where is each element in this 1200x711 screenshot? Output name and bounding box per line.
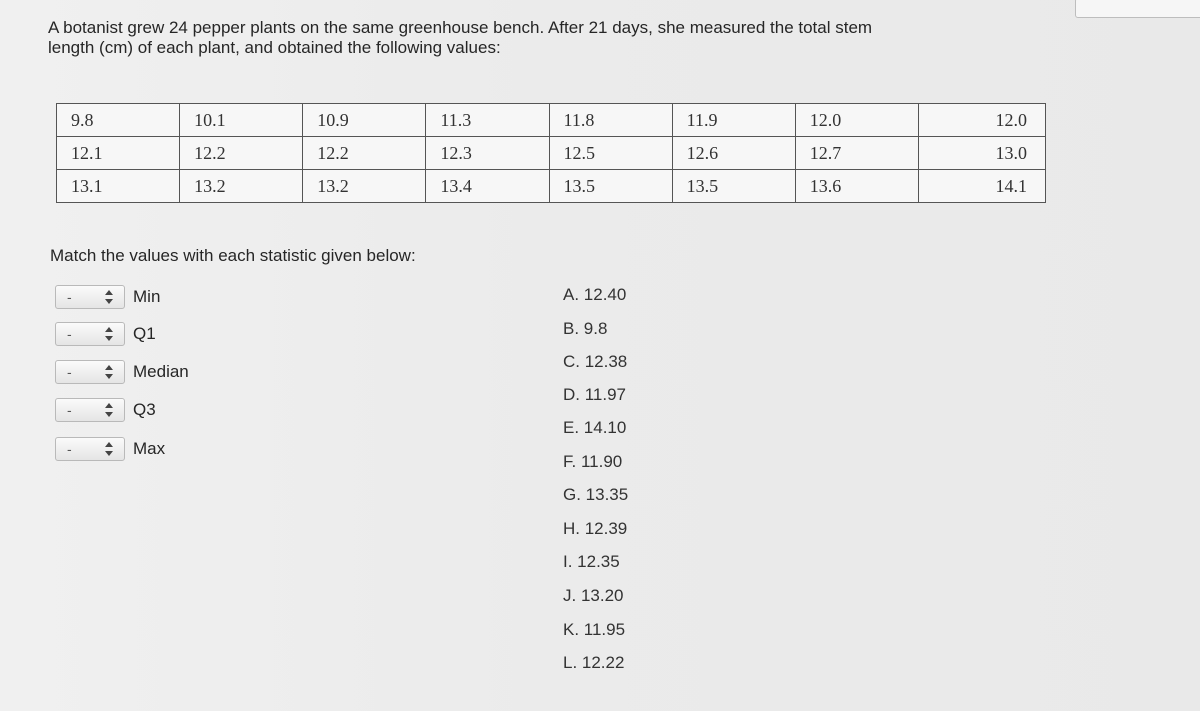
table-cell: 12.1 [57,137,180,170]
q1-label: Q1 [133,324,156,343]
option-c: C. 12.38 [563,352,628,371]
table-cell: 12.2 [180,137,303,170]
table-cell: 11.8 [549,104,672,137]
min-select[interactable] [55,285,125,309]
stat-row-q1 [55,321,156,347]
updown-arrows-icon [104,441,114,457]
q3-select[interactable] [55,398,125,422]
table-cell: 11.9 [672,104,795,137]
q3-select-value: - [67,402,72,418]
max-select-value: - [67,441,72,457]
max-select[interactable] [55,437,125,461]
table-row [57,104,1046,137]
option-h: H. 12.39 [563,519,628,538]
option-e: E. 14.10 [563,418,627,437]
table-cell: 13.5 [549,170,672,203]
q1-select-value: - [67,326,72,342]
table-cell: 13.2 [180,170,303,203]
table-cell: 14.1 [918,170,1045,203]
updown-arrows-icon [104,364,114,380]
table-cell: 13.6 [795,170,918,203]
option-i: I. 12.35 [563,552,620,571]
match-instructions: Match the values with each statistic given below: [50,246,416,265]
option-b: B. 9.8 [563,319,608,338]
table-cell: 12.6 [672,137,795,170]
table-row [57,137,1046,170]
stat-row-median [55,359,189,385]
option-k: K. 11.95 [563,620,626,639]
max-label: Max [133,439,166,458]
median-select-value: - [67,364,72,380]
table-cell: 13.2 [303,170,426,203]
option-d: D. 11.97 [563,385,627,404]
option-l: L. 12.22 [563,653,625,672]
table-cell: 9.8 [57,104,180,137]
stat-row-min [55,284,160,310]
stat-row-q3 [55,397,156,423]
min-label: Min [133,287,161,306]
median-select[interactable] [55,360,125,384]
updown-arrows-icon [104,402,114,418]
table-row [57,170,1046,203]
question-text [48,18,1058,58]
table-cell: 12.0 [795,104,918,137]
table-cell: 11.3 [426,104,549,137]
table-cell: 12.2 [303,137,426,170]
median-label: Median [133,362,189,381]
option-a: A. 12.40 [563,285,627,304]
table-cell: 10.9 [303,104,426,137]
updown-arrows-icon [104,289,114,305]
question-line-2: length (cm) of each plant, and obtained the following values: [48,38,501,57]
table-cell: 10.1 [180,104,303,137]
stat-row-max [55,436,165,462]
min-select-value: - [67,289,72,305]
table-cell: 13.5 [672,170,795,203]
table-cell: 13.4 [426,170,549,203]
data-table [56,103,1046,203]
q1-select[interactable] [55,322,125,346]
option-f: F. 11.90 [563,452,623,471]
table-cell: 12.5 [549,137,672,170]
table-cell: 13.0 [918,137,1045,170]
table-cell: 12.7 [795,137,918,170]
updown-arrows-icon [104,326,114,342]
top-right-control[interactable] [1075,0,1200,18]
q3-label: Q3 [133,400,156,419]
table-cell: 12.0 [918,104,1045,137]
option-g: G. 13.35 [563,485,629,504]
option-j: J. 13.20 [563,586,624,605]
table-cell: 12.3 [426,137,549,170]
question-line-1: A botanist grew 24 pepper plants on the same greenhouse bench. After 21 days, she measured the total stem [48,18,873,37]
table-cell: 13.1 [57,170,180,203]
